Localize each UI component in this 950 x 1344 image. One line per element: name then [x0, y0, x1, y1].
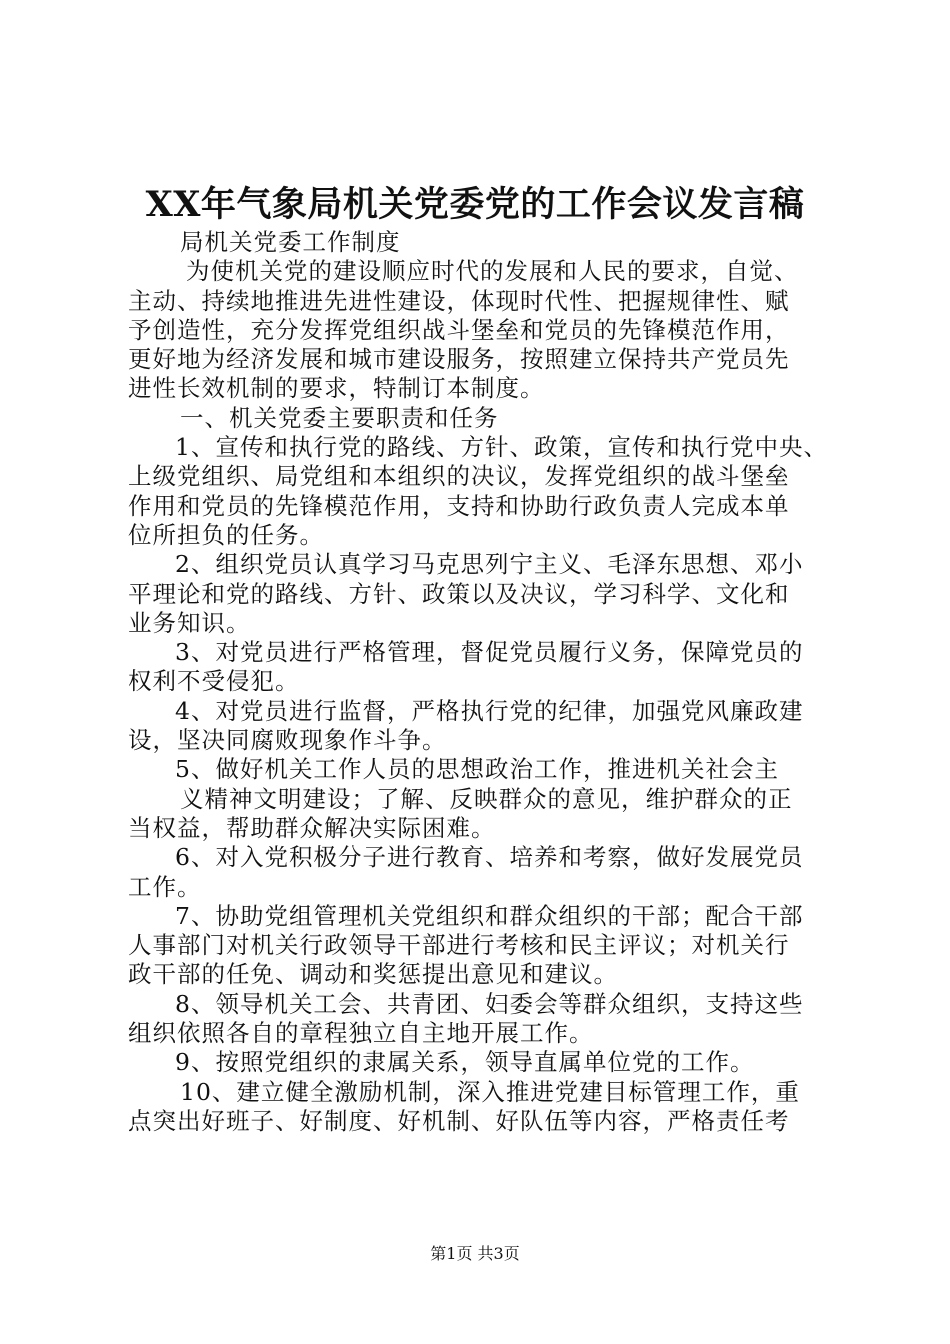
paragraph-line: 8、领导机关工会、共青团、妇委会等群众组织，支持这些 [175, 989, 804, 1018]
paragraph-line: 进性长效机制的要求，特制订本制度。 [128, 374, 545, 403]
paragraph-line: 2、组织党员认真学习马克思列宁主义、毛泽东思想、邓小 [175, 550, 804, 579]
paragraph-line: 设，坚决同腐败现象作斗争。 [128, 726, 447, 755]
paragraph-line: 6、对入党积极分子进行教育、培养和考察，做好发展党员 [175, 843, 804, 872]
paragraph-line: 上级党组织、局党组和本组织的决议，发挥党组织的战斗堡垒 [128, 462, 790, 491]
paragraph-line: 4、对党员进行监督，严格执行党的纪律，加强党风廉政建 [175, 696, 804, 725]
page-number-footer: 第1页 共3页 [430, 1244, 520, 1263]
paragraph-line: 更好地为经济发展和城市建设服务，按照建立保持共产党员先 [128, 345, 790, 374]
paragraph-line: 义精神文明建设；了解、反映群众的意见，维护群众的正 [180, 784, 793, 813]
paragraph-line: 业务知识。 [128, 608, 251, 637]
paragraph-line: 为使机关党的建设顺应时代的发展和人民的要求，自觉、 [186, 257, 799, 286]
section-heading: 一、机关党委主要职责和任务 [180, 403, 499, 432]
paragraph-line: 组织依照各自的章程独立自主地开展工作。 [128, 1019, 594, 1048]
paragraph-line: 主动、持续地推进先进性建设，体现时代性、把握规律性、赋 [128, 286, 790, 315]
paragraph-line: 平理论和党的路线、方针、政策以及决议，学习科学、文化和 [128, 579, 790, 608]
paragraph-line: 7、协助党组管理机关党组织和群众组织的干部；配合干部 [175, 901, 804, 930]
paragraph-line: 位所担负的任务。 [128, 520, 324, 549]
paragraph-line: 予创造性，充分发挥党组织战斗堡垒和党员的先锋模范作用， [128, 315, 790, 344]
paragraph-line: 作用和党员的先锋模范作用，支持和协助行政负责人完成本单 [128, 491, 790, 520]
paragraph-line: 当权益，帮助群众解决实际困难。 [128, 813, 496, 842]
paragraph-line: 9、按照党组织的隶属关系，领导直属单位党的工作。 [175, 1048, 755, 1077]
paragraph-line: 权利不受侵犯。 [128, 667, 300, 696]
paragraph-line: 1、宣传和执行党的路线、方针、政策，宣传和执行党中央、 [175, 433, 828, 462]
document-title: XX年气象局机关党委党的工作会议发言稿 [145, 184, 805, 225]
section-heading: 局机关党委工作制度 [180, 228, 401, 256]
paragraph-line: 3、对党员进行严格管理，督促党员履行义务，保障党员的 [175, 638, 804, 667]
paragraph-line: 人事部门对机关行政领导干部进行考核和民主评议；对机关行 [128, 931, 790, 960]
paragraph-line: 点突出好班子、好制度、好机制、好队伍等内容，严格责任考 [128, 1106, 790, 1135]
paragraph-line: 政干部的任免、调动和奖惩提出意见和建议。 [128, 960, 618, 989]
paragraph-line: 10、建立健全激励机制，深入推进党建目标管理工作，重 [180, 1077, 800, 1106]
paragraph-line: 5、做好机关工作人员的思想政治工作，推进机关社会主 [175, 755, 779, 784]
paragraph-line: 工作。 [128, 872, 202, 901]
document-body [128, 228, 838, 1136]
